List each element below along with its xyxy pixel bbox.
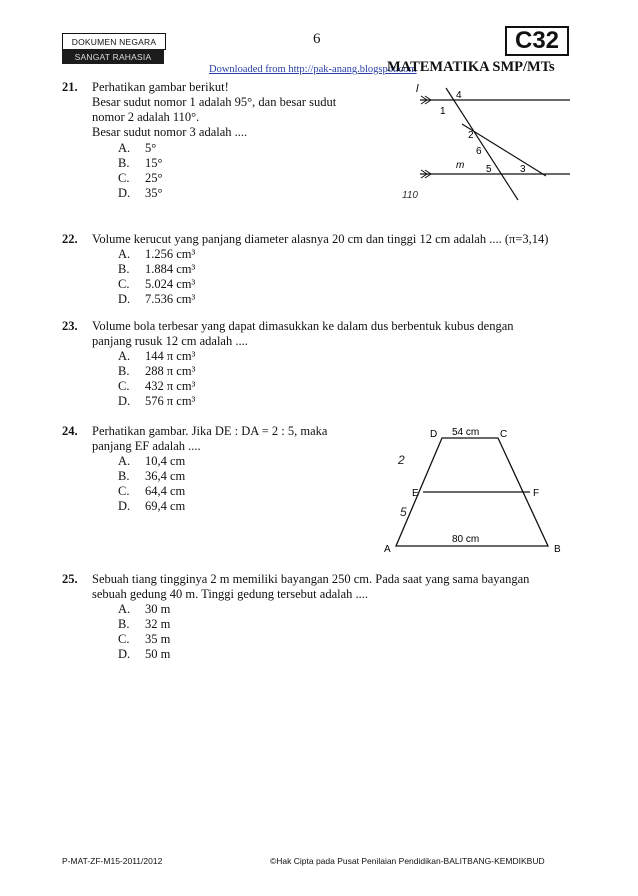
label-e: E xyxy=(412,488,419,499)
q21-line-3: nomor 2 adalah 110°. xyxy=(92,110,200,124)
q23-option-d[interactable]: D. 576 π cm³ xyxy=(118,394,196,408)
label-bottom-length: 80 cm xyxy=(452,534,480,545)
subject-title: MATEMATIKA SMP/MTs xyxy=(387,59,555,75)
handwritten-2: 2 xyxy=(398,453,405,467)
q25-option-d[interactable]: D. 50 m xyxy=(118,647,171,661)
exam-code: C32 xyxy=(505,26,569,56)
handwritten-5: 5 xyxy=(400,505,407,519)
q24-line-1: Perhatikan gambar. Jika DE : DA = 2 : 5, maka xyxy=(92,424,328,438)
q23-line-2: panjang rusuk 12 cm adalah .... xyxy=(92,334,248,348)
label-angle-4: 4 xyxy=(456,90,462,101)
figure-24-trapezoid xyxy=(370,424,570,559)
label-f: F xyxy=(533,488,540,499)
label-d: D xyxy=(430,429,438,440)
q24-option-c[interactable]: C. 64,4 cm xyxy=(118,484,186,498)
label-angle-1: 1 xyxy=(440,106,446,117)
footer-code: P-MAT-ZF-M15-2011/2012 xyxy=(62,856,163,866)
q22-option-b[interactable]: B. 1.884 cm³ xyxy=(118,262,196,276)
q21-line-2: Besar sudut nomor 1 adalah 95°, dan besar sudut xyxy=(92,95,337,109)
q24-line-2: panjang EF adalah .... xyxy=(92,439,201,453)
label-angle-5: 5 xyxy=(486,164,492,175)
label-b: B xyxy=(554,544,561,555)
doc-tag-bottom: SANGAT RAHASIA xyxy=(62,49,164,64)
q25-option-b[interactable]: B. 32 m xyxy=(118,617,171,631)
q25-option-a[interactable]: A. 30 m xyxy=(118,602,171,616)
q22-number: 22. xyxy=(62,232,78,246)
q25-option-c[interactable]: C. 35 m xyxy=(118,632,171,646)
q22-option-d[interactable]: D. 7.536 cm³ xyxy=(118,292,196,306)
label-a: A xyxy=(384,544,391,555)
q22-option-c[interactable]: C. 5.024 cm³ xyxy=(118,277,196,291)
label-c: C xyxy=(500,429,508,440)
q21-number: 21. xyxy=(62,80,78,94)
transversal-1 xyxy=(446,88,518,200)
q25-number: 25. xyxy=(62,572,78,586)
q21-line-1: Perhatikan gambar berikut! xyxy=(92,80,229,94)
q22-option-a[interactable]: A. 1.256 cm³ xyxy=(118,247,196,261)
label-l: l xyxy=(416,83,419,95)
q24-number: 24. xyxy=(62,424,78,438)
q22-line-1: Volume kerucut yang panjang diameter alasnya 20 cm dan tinggi 12 cm adalah .... (π=3,14) xyxy=(92,232,549,246)
handwritten-note: 110 xyxy=(402,190,418,201)
page-number: 6 xyxy=(313,31,321,47)
label-angle-3: 3 xyxy=(520,164,526,175)
q21-option-d[interactable]: D. 35° xyxy=(118,186,163,200)
q23-line-1: Volume bola terbesar yang dapat dimasukkan ke dalam dus berbentuk kubus dengan xyxy=(92,319,514,333)
q21-option-a[interactable]: A. 5° xyxy=(118,141,157,155)
footer-copyright: ©Hak Cipta pada Pusat Penilaian Pendidikan-BALITBANG-KEMDIKBUD xyxy=(270,856,545,866)
q24-option-b[interactable]: B. 36,4 cm xyxy=(118,469,186,483)
download-link[interactable]: Downloaded from http://pak-anang.blogspot.com xyxy=(209,64,417,75)
label-angle-6: 6 xyxy=(476,146,482,157)
transversal-2 xyxy=(462,124,546,176)
q23-option-a[interactable]: A. 144 π cm³ xyxy=(118,349,196,363)
figure-21-diagram xyxy=(380,80,580,220)
q24-option-d[interactable]: D. 69,4 cm xyxy=(118,499,186,513)
q24-option-a[interactable]: A. 10,4 cm xyxy=(118,454,186,468)
q23-option-b[interactable]: B. 288 π cm³ xyxy=(118,364,196,378)
doc-tag-top: DOKUMEN NEGARA xyxy=(62,33,166,50)
label-m: m xyxy=(456,160,465,171)
q23-option-c[interactable]: C. 432 π cm³ xyxy=(118,379,196,393)
q25-line-2: sebuah gedung 40 m. Tinggi gedung tersebut adalah .... xyxy=(92,587,369,601)
label-top-length: 54 cm xyxy=(452,427,480,438)
q21-line-4: Besar sudut nomor 3 adalah .... xyxy=(92,125,248,139)
q21-option-c[interactable]: C. 25° xyxy=(118,171,163,185)
q25-line-1: Sebuah tiang tingginya 2 m memiliki bayangan 250 cm. Pada saat yang sama bayangan xyxy=(92,572,530,586)
q23-number: 23. xyxy=(62,319,78,333)
label-angle-2: 2 xyxy=(468,130,474,141)
q21-option-b[interactable]: B. 15° xyxy=(118,156,163,170)
